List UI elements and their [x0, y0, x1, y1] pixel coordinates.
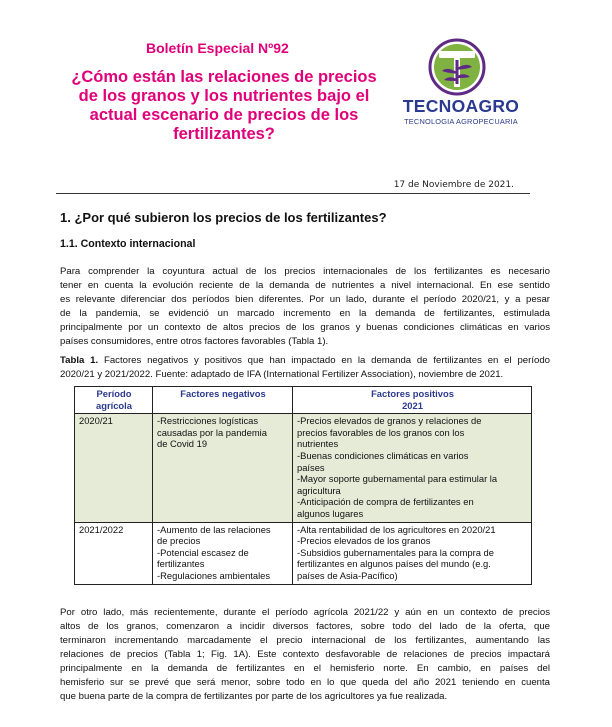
title-line: fertilizantes? [173, 125, 275, 143]
cell-text: -Potencial escasez de [157, 546, 249, 558]
cell-text: fertilizantes [157, 558, 205, 570]
paragraph-recent [60, 606, 550, 704]
title-line: de los granos y los nutrientes bajo el [78, 87, 370, 105]
subsection-heading: 1.1. Contexto internacional [60, 238, 196, 250]
table-caption [60, 354, 550, 382]
cell-text: -Restricciones logísticas [157, 415, 259, 427]
cell-period [75, 414, 153, 522]
cell-text: 2020/21 [79, 415, 113, 427]
table-row [75, 414, 532, 522]
plant-logo-icon [428, 38, 486, 96]
title-line: ¿Cómo están las relaciones de precios [71, 68, 377, 86]
factors-table [74, 386, 532, 585]
header-period [75, 387, 153, 414]
publication-date: 17 de Noviembre de 2021. [393, 180, 514, 190]
tecnoagro-logo [396, 38, 526, 134]
paragraph-line: que buena parte de la compra de fertilizantes por parte de los agricultores ya fue realizada. [60, 691, 448, 702]
cell-text: -Aumento de las relaciones [157, 523, 271, 535]
paragraph-line: altos de los granos, comenzaron a incidir diversos factores, sobre todo del lado de la oferta, que [60, 621, 550, 632]
cell-text: -Alta rentabilidad de los agricultores en 2020/21 [297, 523, 496, 535]
cell-text: algunos lugares [297, 507, 364, 519]
header-text: Período [96, 388, 132, 399]
cell-text: precios favorables de los granos con los [297, 426, 465, 438]
cell-text: -Regulaciones ambientales [157, 569, 271, 581]
title-line: actual escenario de precios de los [89, 106, 359, 124]
cell-negative [153, 414, 293, 522]
logo-name: TECNOAGRO [402, 96, 520, 116]
paragraph-line: es relevante diferenciar dos períodos bien diferentes. Por un lado, durante el período 2020/21, y a pesar [60, 294, 550, 305]
table-header-row [75, 387, 532, 414]
caption-line: 2020/21 y 2021/2022. Fuente: adaptado de IFA (International Fertilizer Association), noviembre de 2021. [60, 369, 504, 380]
header-text: Factores negativos [180, 388, 266, 399]
paragraph-line: de la pandemia, se evidenció un marcado incremento en la demanda de fertilizantes, estimulada [60, 308, 550, 319]
cell-period [75, 522, 153, 584]
cell-text: -Anticipación de compra de fertilizantes en [297, 496, 474, 508]
cell-text: 2021/2022 [79, 523, 124, 535]
cell-text: agricultura [297, 484, 341, 496]
cell-text: -Subsidios gubernamentales para la compra de [297, 546, 494, 558]
cell-text: -Precios elevados de los granos [297, 535, 431, 547]
paragraph-line: hemisferio sur se prevé que será menor, sobre todo en lo que queda del año 2021 teniendo en cuenta [60, 677, 550, 688]
cell-text: de precios [157, 535, 201, 547]
bulletin-label: Boletín Especial Nº92 [146, 40, 289, 56]
cell-text: nutrientes [297, 438, 339, 450]
cell-text: de Covid 19 [157, 438, 208, 450]
header-positive [293, 387, 532, 414]
paragraph-line: Por otro lado, más recientemente, durante el período agrícola 2021/22 y aún en un contexto de precios [60, 607, 550, 618]
cell-negative [153, 522, 293, 584]
paragraph-line: tener en cuenta la evolución reciente de la demanda de nutrientes a nivel internacional. En ese sentido [60, 280, 550, 291]
paragraph-line: países consumidores, entre otros factores favorables (Tabla 1). [60, 336, 329, 347]
cell-text: causadas por la pandemia [157, 426, 267, 438]
document-title [58, 68, 390, 144]
cell-text: -Mayor soporte gubernamental para estimular la [297, 473, 498, 485]
cell-positive [293, 414, 532, 522]
caption-label: Tabla 1. [60, 355, 99, 366]
paragraph-line: principalmente por un contexto de altos precios de los granos y buenas condiciones climáticas en varios [60, 322, 550, 333]
cell-text: países de Asia-Pacífico) [297, 569, 398, 581]
paragraph-line: principalmente en la demanda de fertilizantes en el hemisferio norte. En cambio, en países del [60, 663, 550, 674]
header-negative [153, 387, 293, 414]
cell-text: -Precios elevados de granos y relaciones de [297, 415, 482, 427]
section-heading: 1. ¿Por qué subieron los precios de los fertilizantes? [60, 210, 387, 225]
header-text: agrícola [96, 399, 132, 411]
cell-positive [293, 522, 532, 584]
paragraph-line: relaciones de precios (Tabla 1; Fig. 1A). Este contexto desfavorable de relaciones de precios impactará [60, 649, 550, 660]
logo-tagline: TECNOLOGIA AGROPECUARIA [404, 117, 518, 126]
header-divider [56, 193, 530, 194]
header-text: 2021 [402, 399, 423, 411]
cell-text: fertilizantes en algunos países del mundo (e.g. [297, 558, 491, 570]
caption-text: Factores negativos y positivos que han impactado en la demanda de fertilizantes en el período [98, 355, 550, 366]
caption-line [60, 354, 550, 368]
header-text: Factores positivos [371, 388, 454, 399]
paragraph-line: Para comprender la coyuntura actual de los precios internacionales de los fertilizantes es necesario [60, 266, 550, 277]
cell-text: -Buenas condiciones climáticas en varios [297, 449, 469, 461]
paragraph-context [60, 265, 550, 349]
paragraph-line: terminaron incrementando marcadamente el precio internacional de los fertilizantes, aumentando las [60, 635, 550, 646]
cell-text: países [297, 461, 325, 473]
table-row [75, 522, 532, 584]
